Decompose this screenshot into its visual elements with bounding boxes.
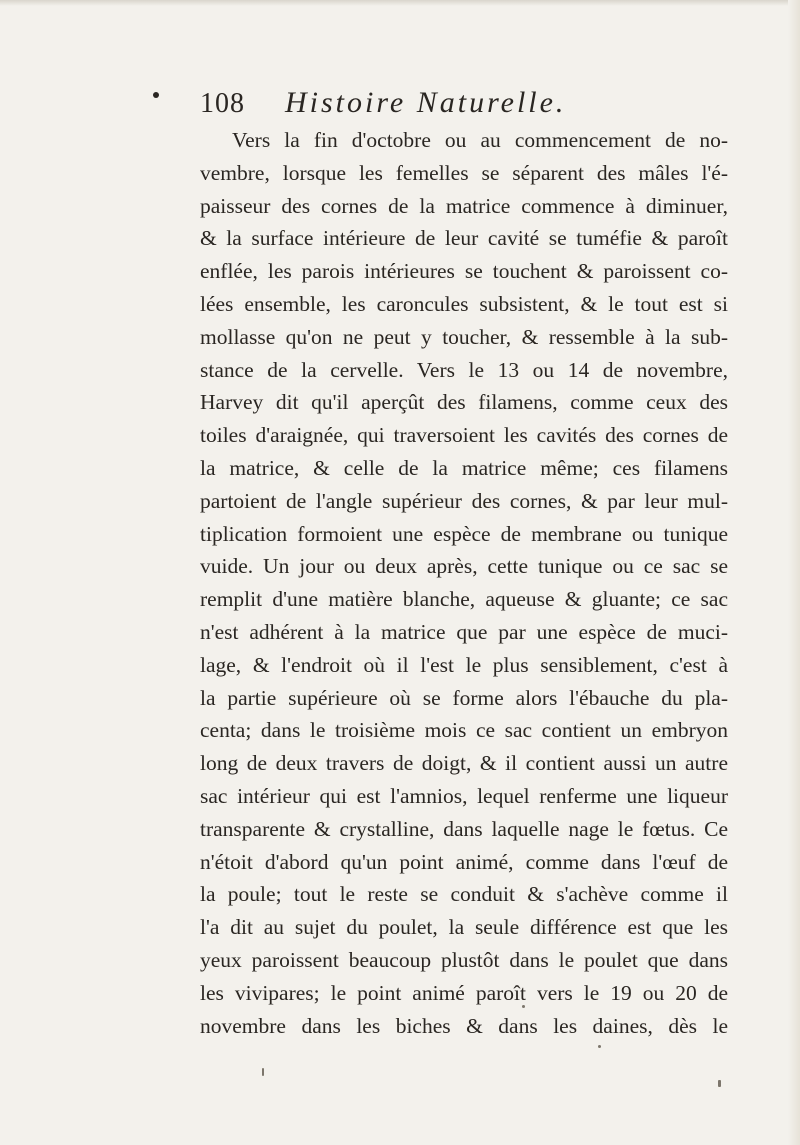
text-line: remplit d'une matière blanche, aqueuse & gluante; ce sac [200,587,728,612]
paper-speck [262,1068,264,1076]
paper-speck [598,1045,601,1048]
paper-speck [718,1080,721,1087]
text-line: tiplication formoient une espèce de membrane ou tunique [200,521,728,546]
text-line: les vivipares; le point animé paroît vers le 19 ou 20 de [200,980,728,1005]
text-line: partoient de l'angle supérieur des cornes, & par leur mul- [200,488,728,513]
text-line: Vers la fin d'octobre ou au commencement de no- [232,128,728,152]
text-line: n'étoit d'abord qu'un point animé, comme dans l'œuf de [200,849,728,874]
text-line: la matrice, & celle de la matrice même; ces filamens [200,455,728,480]
text-line: enflée, les parois intérieures se touchent & paroissent co- [200,259,728,284]
text-line: lées ensemble, les caroncules subsistent, & le tout est si [200,291,728,316]
body-text [200,124,728,1042]
text-line: l'a dit au sujet du poulet, la seule différence est que les [200,915,728,940]
ink-dot [153,92,159,98]
page-number: 108 [200,88,245,119]
text-line: mollasse qu'on ne peut y toucher, & ressemble à la sub- [200,324,728,349]
text-line: vembre, lorsque les femelles se séparent des mâles l'é- [200,160,728,185]
paper-speck [522,1005,525,1008]
text-line: vuide. Un jour ou deux après, cette tunique ou ce sac se [200,554,728,579]
text-line: stance de la cervelle. Vers le 13 ou 14 de novembre, [200,357,728,382]
running-head: Histoire Naturelle. [285,86,567,119]
page-top-edge [0,0,800,6]
text-line: la partie supérieure où se forme alors l'ébauche du pla- [200,685,728,710]
text-line: long de deux travers de doigt, & il contient aussi un autre [200,751,728,776]
text-line: toiles d'araignée, qui traversoient les cavités des cornes de [200,423,728,448]
text-line: Harvey dit qu'il aperçût des filamens, comme ceux des [200,390,728,415]
page-right-edge [788,0,800,1145]
text-line: novembre dans les biches & dans les daines, dès le [200,1013,728,1038]
text-line: transparente & crystalline, dans laquelle nage le fœtus. Ce [200,816,728,841]
page-header [190,82,620,126]
text-line: centa; dans le troisième mois ce sac contient un embryon [200,718,728,743]
text-line: yeux paroissent beaucoup plustôt dans le poulet que dans [200,947,728,972]
text-line: paisseur des cornes de la matrice commence à diminuer, [200,193,728,218]
text-line: lage, & l'endroit où il l'est le plus sensiblement, c'est à [200,652,728,677]
text-line: & la surface intérieure de leur cavité se tuméfie & paroît [200,226,728,251]
text-line: la poule; tout le reste se conduit & s'achève comme il [200,882,728,907]
text-line: n'est adhérent à la matrice que par une espèce de muci- [200,619,728,644]
text-line: sac intérieur qui est l'amnios, lequel renferme une liqueur [200,783,728,808]
